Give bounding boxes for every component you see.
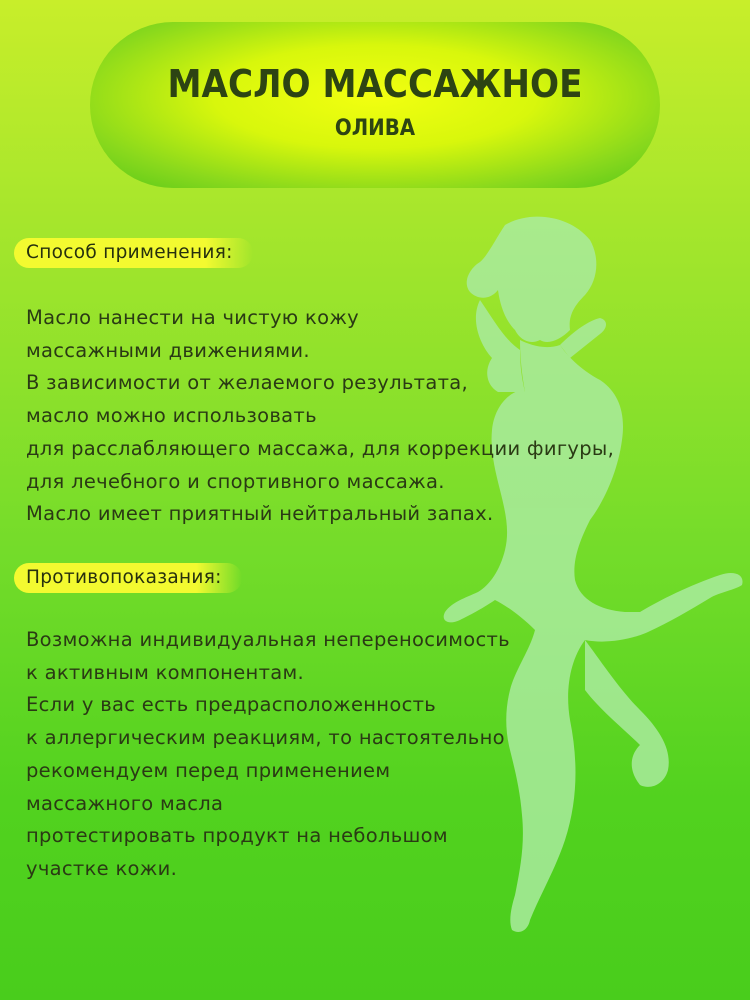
usage-line: для лечебного и спортивного массажа. bbox=[26, 469, 445, 493]
contraindications-line: к аллергическим реакциям, то настоятельно bbox=[26, 726, 505, 750]
contraindications-text bbox=[26, 624, 510, 886]
usage-line: В зависимости от желаемого результата, bbox=[26, 371, 468, 395]
usage-line: массажными движениями. bbox=[26, 338, 310, 362]
contraindications-line: Если у вас есть предрасположенность bbox=[26, 693, 437, 717]
product-title: МАСЛО МАССАЖНОЕ bbox=[167, 61, 583, 106]
contraindications-line: рекомендуем перед применением bbox=[26, 758, 391, 782]
contraindications-line: участке кожи. bbox=[26, 856, 178, 880]
usage-text bbox=[26, 302, 614, 531]
title-banner bbox=[90, 22, 660, 188]
usage-line: Масло нанести на чистую кожу bbox=[26, 306, 360, 329]
usage-line: для расслабляющего массажа, для коррекции фигуры, bbox=[26, 436, 615, 460]
contraindications-line: массажного масла bbox=[26, 791, 224, 815]
contraindications-line: протестировать продукт на небольшом bbox=[26, 824, 448, 848]
contraindications-line: к активным компонентам. bbox=[26, 660, 304, 684]
contraindications-line: Возможна индивидуальная непереносимость bbox=[26, 628, 510, 651]
usage-line: масло можно использовать bbox=[26, 404, 317, 428]
contraindications-heading: Противопоказания: bbox=[14, 563, 242, 593]
usage-line: Масло имеет приятный нейтральный запах. bbox=[26, 502, 494, 526]
product-subtitle: ОЛИВА bbox=[334, 115, 416, 141]
usage-heading: Способ применения: bbox=[14, 238, 253, 268]
